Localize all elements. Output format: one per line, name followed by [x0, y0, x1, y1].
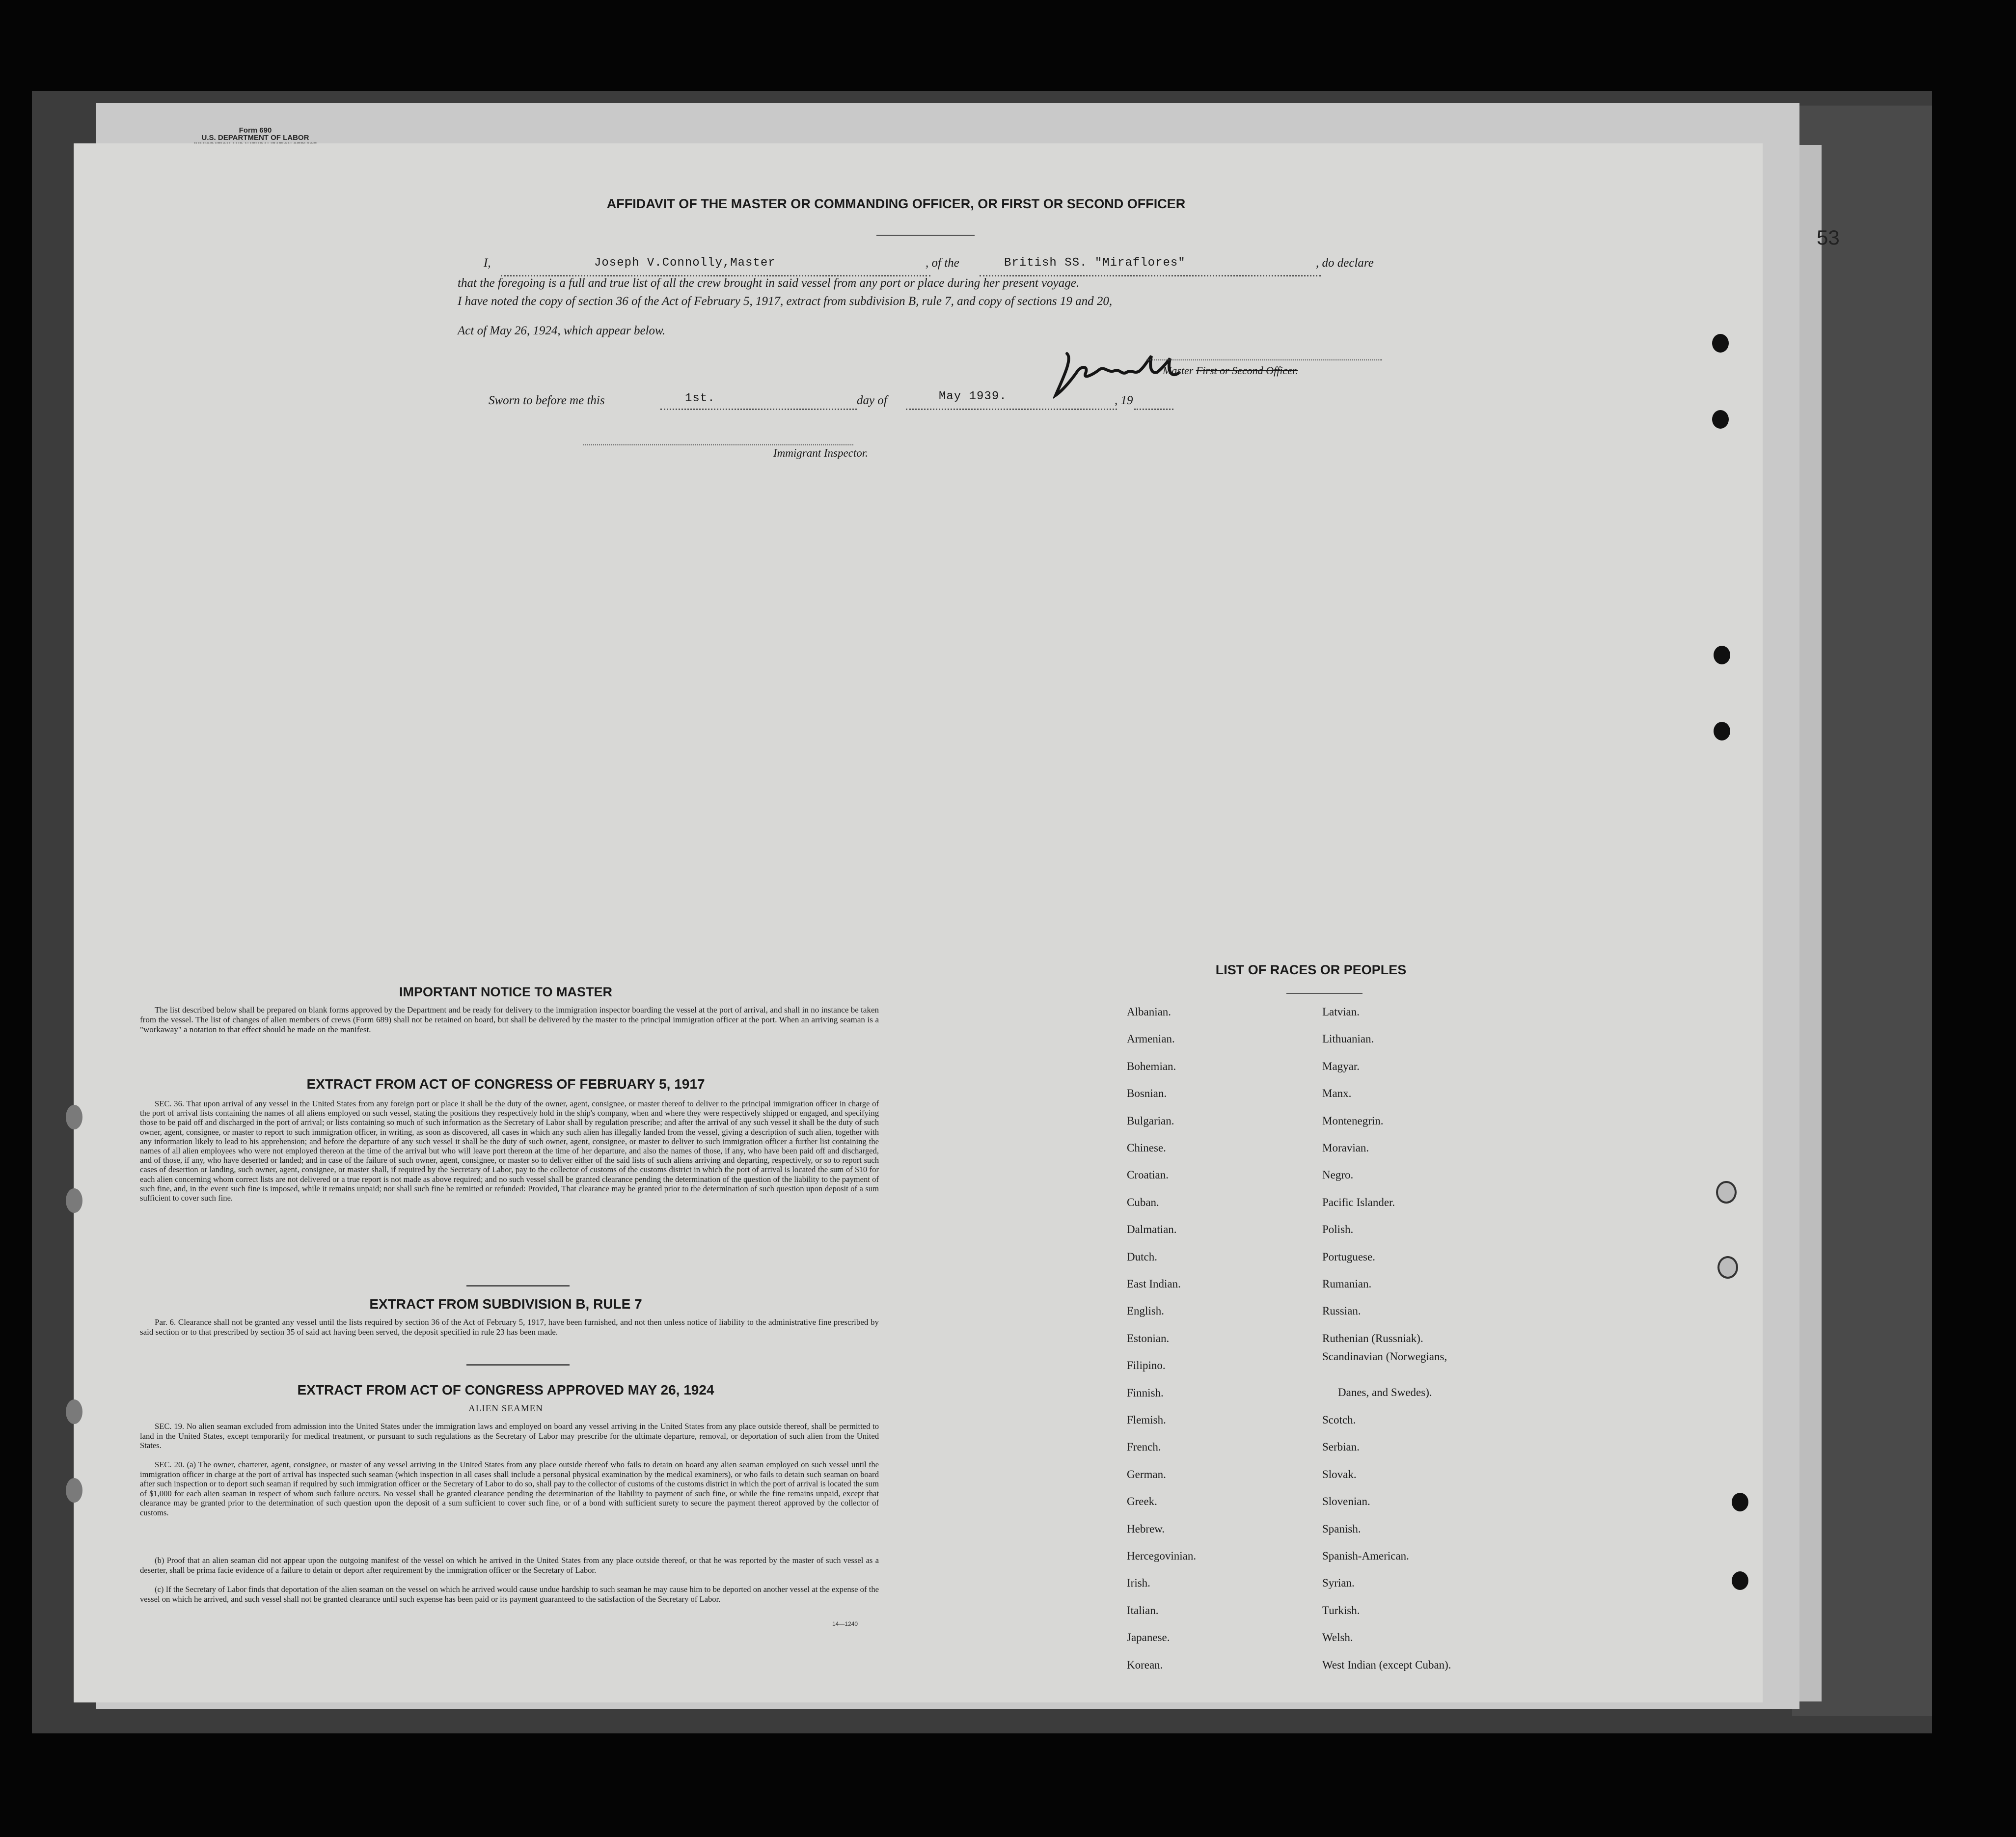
race-item: Slovenian.	[1322, 1495, 1370, 1508]
extract-1917-body	[140, 1099, 879, 1203]
rule7-title: EXTRACT FROM SUBDIVISION B, RULE 7	[369, 1296, 642, 1312]
race-item: Turkish.	[1322, 1604, 1360, 1617]
race-item: Greek.	[1127, 1495, 1157, 1508]
inspector-caption: Immigrant Inspector.	[773, 447, 868, 459]
page-number: 53	[1817, 226, 1840, 249]
sworn-prefix: Sworn to before me this	[489, 394, 605, 407]
race-item: Scotch.	[1322, 1414, 1356, 1426]
affidavit-title: AFFIDAVIT OF THE MASTER OR COMMANDING OFFICER, OR FIRST OR SECOND OFFICER	[606, 196, 1186, 211]
sworn-month-line	[906, 409, 1117, 410]
race-item: Moravian.	[1322, 1142, 1369, 1154]
race-item: Pacific Islander.	[1322, 1196, 1395, 1208]
race-item: Magyar.	[1322, 1060, 1360, 1072]
form-department: U.S. DEPARTMENT OF LABOR	[201, 134, 309, 142]
race-item: Polish.	[1322, 1223, 1354, 1236]
signature-caption	[1163, 364, 1298, 377]
race-item: Negro.	[1322, 1169, 1354, 1181]
race-item: Chinese.	[1127, 1142, 1166, 1154]
affidavit-line-3: I have noted the copy of section 36 of the Act of February 5, 1917, extract from subdivision B, rule 7, and copy of sections 19 and 20,	[458, 295, 1113, 308]
race-item: Bohemian.	[1127, 1060, 1176, 1072]
binder-hole	[1732, 1571, 1748, 1590]
race-item: Ruthenian (Russniak).	[1322, 1332, 1423, 1344]
race-item: Lithuanian.	[1322, 1033, 1374, 1045]
race-item: West Indian (except Cuban).	[1322, 1658, 1451, 1671]
affidavit-lead: I,	[484, 256, 491, 270]
race-item: Scandinavian (Norwegians,	[1322, 1350, 1447, 1363]
binder-hole	[1732, 1493, 1748, 1511]
affidavit-line-2: that the foregoing is a full and true list of all the crew brought in said vessel from any port or place during her present voyage.	[458, 276, 1080, 290]
race-item: Syrian.	[1322, 1577, 1355, 1590]
extract-1917-title: EXTRACT FROM ACT OF CONGRESS OF FEBRUARY 5, 1917	[306, 1076, 705, 1092]
race-item: Croatian.	[1127, 1169, 1169, 1181]
race-item: Albanian.	[1127, 1006, 1171, 1018]
race-item: Finnish.	[1127, 1386, 1164, 1399]
section-rule	[466, 1364, 570, 1366]
extract-1924-title: EXTRACT FROM ACT OF CONGRESS APPROVED MAY 26, 1924	[297, 1382, 714, 1398]
race-item: Bulgarian.	[1127, 1114, 1174, 1127]
race-item: Slovak.	[1322, 1468, 1357, 1481]
binder-hole-outline	[1716, 1181, 1737, 1204]
race-item: Armenian.	[1127, 1033, 1175, 1045]
of-the-label: , of the	[926, 256, 959, 270]
race-item: Portuguese.	[1322, 1250, 1375, 1263]
race-item: Irish.	[1127, 1577, 1150, 1590]
extract-1924-subtitle: ALIEN SEAMEN	[468, 1403, 543, 1414]
sworn-day: 1st.	[685, 392, 715, 405]
binder-hole	[1712, 334, 1729, 353]
race-item: Estonian.	[1127, 1332, 1170, 1344]
notice-title: IMPORTANT NOTICE TO MASTER	[399, 985, 612, 999]
extract-1917-text: SEC. 36. That upon arrival of any vessel in the United States from any foreign port or place it shall be the duty of the owner, agent, consignee, or master thereof to deliver to the principal immigration officer in charge of the port of arrival lists containing the names of all aliens employed on such vessel, stating the positions they respectively hold in the ship's company, when and where they were respectively shipped or engaged, and specifying those to be paid off and discharged in the port of arrival; or lists containing so much of such information as the Secretary of Labor shall by regulation prescribe; and after the arrival of any such vessel it shall be the duty of such owner, agent, consignee, or master to report to such immigration officer, in writing, as soon as discovered, all cases in which any such alien has illegally landed from the vessel, giving a description of such alien, together with any information likely to lead to his apprehension; and before the departure of any such vessel it shall be the duty of such owner, agent, consignee, or master to deliver to such immigration officer a further list containing the names of all alien employees who were not employed thereon at the time of the arrival but who will leave port thereon at the time of her departure, and also the names of those, if any, who have been paid off and discharged, and of those, if any, who have deserted or landed; and in case of the failure of such owner, agent, consignee, or master so to deliver either of the said lists of such aliens arriving and departing, respectively, or so to report such cases of desertion or landing, such owner, agent, consignee, or master shall, if required by the Secretary of Labor, pay to the collector of customs of the customs district in which the port of arrival is located the sum of $10 for each alien concerning whom correct lists are not delivered or a true report is not made as above required; and no such vessel shall be granted clearance pending the determination of the question of the liability to the payment of such fine, and, in the event such fine is imposed, while it remains unpaid; nor shall such fine be remitted or refunded: Provided, That clearance may be granted prior to the determination of such question upon deposit of a sum sufficient to cover such fine.	[140, 1099, 879, 1203]
sworn-day-line	[660, 409, 857, 410]
day-of-label: day of	[857, 394, 887, 407]
year-line	[1134, 409, 1173, 410]
sworn-month-year: May 1939.	[939, 390, 1007, 403]
race-item: Russian.	[1322, 1305, 1361, 1317]
sec19-text: SEC. 19. No alien seaman excluded from admission into the United States under the immigration laws and employed on board any vessel arriving in the United States from any place outside thereof, shall be permitted to land in the United States, except temporarily for medical treatment, or pursuant to such regulations as the Secretary of Labor may prescribe for the ultimate departure, removal, or deportation of such alien from the United States.	[140, 1422, 879, 1450]
signature-caption-master: Master	[1163, 364, 1194, 377]
race-item: Montenegrin.	[1322, 1114, 1384, 1127]
race-item: East Indian.	[1127, 1278, 1181, 1290]
sec20a-text: SEC. 20. (a) The owner, charterer, agent, consignee, or master of any vessel arriving in the United States from any place outside thereof who fails to detain on board any alien seaman employed on such vessel until the immigration officer in charge at the port of arrival has inspected such seaman (which inspection in all cases shall include a personal physical examination by the medical examiners), or who fails to detain such seaman on board after such inspection or to deport such seaman if required by such immigration officer or the Secretary of Labor to do so, shall pay to the collector of customs of the customs district in which the port of arrival is located the sum of $1,000 for each alien seaman in respect of whom such failure occurs. No vessel shall be granted clearance pending the determination of the liability to payment of such fine, or while the fine remains unpaid, except that clearance may be granted prior to the determination of such question upon the deposit of a sum sufficient to cover such fine, or of a bond with sufficient surety to secure the payment thereof approved by the collector of customs.	[140, 1460, 879, 1517]
title-rule	[876, 235, 975, 236]
inspector-line	[583, 444, 853, 445]
section-rule	[466, 1285, 570, 1287]
sec20b-body	[140, 1556, 879, 1575]
year-prefix: , 19	[1115, 394, 1133, 407]
signature-caption-officer: First or Second Officer.	[1196, 364, 1298, 377]
edge-hole	[66, 1105, 82, 1129]
rule7-body	[140, 1317, 879, 1337]
race-item: Filipino.	[1127, 1359, 1166, 1372]
race-item: Manx.	[1322, 1087, 1352, 1100]
races-title: LIST OF RACES OR PEOPLES	[1215, 962, 1407, 977]
race-item: Dutch.	[1127, 1250, 1157, 1263]
sec20c-text: (c) If the Secretary of Labor finds that deportation of the alien seaman on the vessel on which he arrived would cause undue hardship to such seaman he may cause him to be deported on another vessel at the expense of the vessel on which he arrived, and such vessel shall not be granted clearance until such expense has been paid or its payment guaranteed to the satisfaction of the Secretary of Labor.	[140, 1585, 879, 1604]
race-item: Japanese.	[1127, 1631, 1170, 1644]
sec19-body	[140, 1422, 879, 1451]
race-item: French.	[1127, 1441, 1161, 1453]
master-name: Joseph V.Connolly,Master	[594, 256, 776, 270]
race-item: Korean.	[1127, 1658, 1163, 1671]
print-code: 14—1240	[832, 1620, 858, 1627]
vessel-name: British SS. "Miraflores"	[1004, 256, 1186, 270]
race-item: Spanish.	[1322, 1522, 1361, 1535]
race-item: English.	[1127, 1305, 1165, 1317]
race-item: Latvian.	[1322, 1006, 1360, 1018]
notice-body-text: The list described below shall be prepared on blank forms approved by the Department and be ready for delivery to the immigration inspector boarding the vessel at the port of arrival, and shall in no instance be taken from the vessel. The list of changes of alien members of crews (Form 689) shall not be retained on board, but shall be delivered by the master to the principal immigration officer at the port. When an arriving seaman is a "workaway" a notation to that effect should be made on the manifest.	[140, 1005, 879, 1034]
affidavit-line-4: Act of May 26, 1924, which appear below.	[458, 324, 666, 337]
binder-hole	[1712, 410, 1729, 429]
edge-hole	[66, 1188, 82, 1213]
race-item: Spanish-American.	[1322, 1550, 1409, 1562]
notice-body	[140, 1005, 879, 1035]
sec20c-body	[140, 1585, 879, 1604]
race-item: Rumanian.	[1322, 1278, 1372, 1290]
rule7-text: Par. 6. Clearance shall not be granted any vessel until the lists required by section 36 of the Act of February 5, 1917, have been furnished, and not then unless notice of liability to the administrative fine prescribed by said section or to that prescribed by section 35 of said act having been served, the deposit specified in rule 23 has been made.	[140, 1317, 879, 1337]
races-title-rule	[1286, 993, 1362, 994]
signature-line	[1146, 359, 1382, 360]
edge-hole	[66, 1478, 82, 1503]
edge-hole	[66, 1399, 82, 1424]
sec20b-text: (b) Proof that an alien seaman did not appear upon the outgoing manifest of the vessel on which he arrived in the United States from any place outside thereof, or that he was reported by the master of such vessel as a deserter, shall be prima facie evidence of a failure to detain or deport after requirement by the immigration officer or the Secretary of Labor.	[140, 1556, 879, 1575]
race-item: Serbian.	[1322, 1441, 1360, 1453]
race-item: Italian.	[1127, 1604, 1159, 1617]
race-item: Welsh.	[1322, 1631, 1353, 1644]
race-item: Flemish.	[1127, 1414, 1166, 1426]
race-item: Danes, and Swedes).	[1338, 1386, 1432, 1398]
sec20a-body	[140, 1460, 879, 1517]
do-declare-label: , do declare	[1316, 256, 1374, 270]
binder-hole	[1714, 722, 1730, 740]
race-item: Hebrew.	[1127, 1522, 1165, 1535]
form-number: Form 690	[239, 126, 272, 135]
race-item: Cuban.	[1127, 1196, 1159, 1208]
race-item: Bosnian.	[1127, 1087, 1167, 1100]
race-item: German.	[1127, 1468, 1166, 1481]
binder-hole-outline	[1717, 1256, 1738, 1279]
race-item: Dalmatian.	[1127, 1223, 1177, 1236]
binder-hole	[1714, 646, 1730, 664]
race-item: Hercegovinian.	[1127, 1550, 1197, 1562]
